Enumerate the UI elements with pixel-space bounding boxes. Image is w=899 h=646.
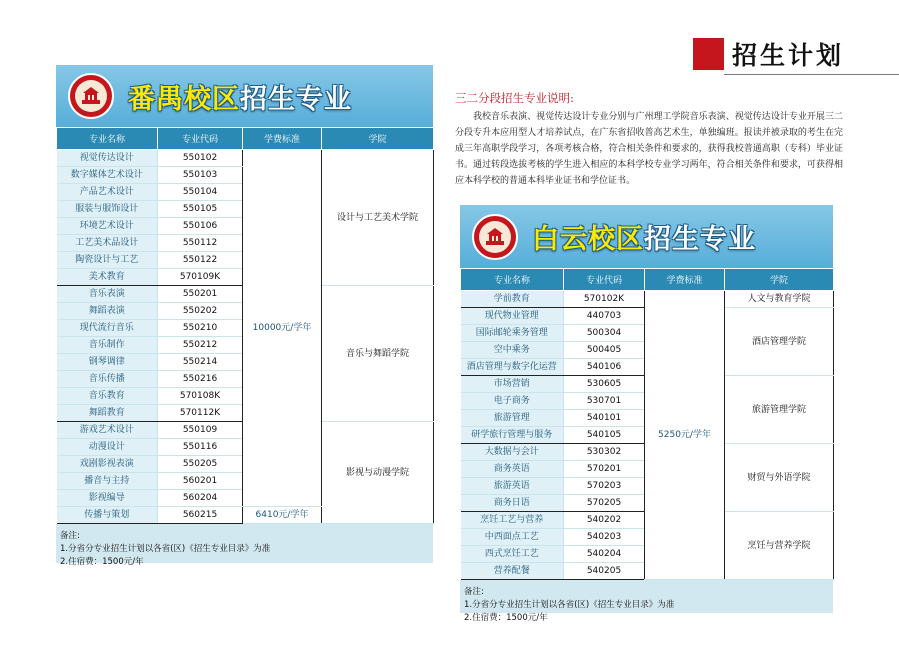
header-college: 学院 bbox=[322, 128, 434, 150]
major-name: 商务日语 bbox=[461, 495, 564, 512]
major-code: 550216 bbox=[158, 371, 243, 388]
header-fee: 学费标准 bbox=[243, 128, 322, 150]
fee-standard: 5250元/学年 bbox=[645, 291, 725, 580]
major-code: 530605 bbox=[564, 376, 645, 393]
major-name: 游戏艺术设计 bbox=[57, 422, 158, 439]
major-name: 国际邮轮乘务管理 bbox=[461, 325, 564, 342]
major-code: 550116 bbox=[158, 439, 243, 456]
school-emblem-icon bbox=[68, 73, 114, 119]
major-name: 视觉传达设计 bbox=[57, 150, 158, 167]
major-name: 空中乘务 bbox=[461, 342, 564, 359]
major-code: 550122 bbox=[158, 252, 243, 269]
major-name: 旅游英语 bbox=[461, 478, 564, 495]
major-code: 570205 bbox=[564, 495, 645, 512]
title-underline bbox=[724, 74, 899, 75]
major-code: 560215 bbox=[158, 507, 243, 524]
major-name: 陶瓷设计与工艺 bbox=[57, 252, 158, 269]
baiyun-banner-title bbox=[532, 217, 756, 256]
header-major-code: 专业代码 bbox=[158, 128, 243, 150]
baiyun-panel bbox=[460, 205, 833, 623]
college-name: 烹饪与营养学院 bbox=[725, 512, 834, 580]
major-name: 产品艺术设计 bbox=[57, 184, 158, 201]
major-code: 550112 bbox=[158, 235, 243, 252]
major-code: 550201 bbox=[158, 286, 243, 303]
major-code: 500405 bbox=[564, 342, 645, 359]
major-code: 530302 bbox=[564, 444, 645, 461]
baiyun-notes bbox=[460, 580, 833, 625]
major-code: 540202 bbox=[564, 512, 645, 529]
header-college: 学院 bbox=[725, 269, 834, 291]
major-name: 舞蹈教育 bbox=[57, 405, 158, 422]
major-code: 550103 bbox=[158, 167, 243, 184]
panyu-note-1: 1.分省分专业招生计划以各省(区)《招生专业目录》为准 bbox=[60, 544, 271, 554]
panyu-table bbox=[56, 127, 434, 524]
major-name: 舞蹈表演 bbox=[57, 303, 158, 320]
explanation-body: 我校音乐表演、视觉传达设计专业分别与广州理工学院音乐表演、视觉传达设计专业开展三二分段专升本应用型人才培养试点，在广东省招收普高艺术生，单独编班。报读并被录取的考生在完成三年高职学段学习，各项考核合格，符合相关条件和要求的，获得我校普通高职（专科）毕业证书。通过转段选拔考核的学生进入相应的本科学校专业学习两年，符合相关条件和要求，可获得相应本科学校的普通本科毕业证书和学位证书。 bbox=[455, 112, 843, 186]
major-code: 540205 bbox=[564, 563, 645, 580]
fee-standard: 10000元/学年 bbox=[243, 150, 322, 507]
major-code: 550109 bbox=[158, 422, 243, 439]
major-name: 音乐教育 bbox=[57, 388, 158, 405]
major-code: 550205 bbox=[158, 456, 243, 473]
major-code: 570109K bbox=[158, 269, 243, 286]
major-name: 现代物业管理 bbox=[461, 308, 564, 325]
baiyun-banner bbox=[460, 205, 833, 268]
college-name: 影视与动漫学院 bbox=[322, 422, 434, 524]
baiyun-campus-name: 白云校区 bbox=[532, 224, 644, 255]
major-code: 570108K bbox=[158, 388, 243, 405]
major-name: 西式烹饪工艺 bbox=[461, 546, 564, 563]
panyu-panel bbox=[56, 65, 433, 567]
header-fee: 学费标准 bbox=[645, 269, 725, 291]
major-code: 570203 bbox=[564, 478, 645, 495]
major-code: 550214 bbox=[158, 354, 243, 371]
school-emblem-icon bbox=[472, 214, 518, 260]
page-title-text: 招生计划 bbox=[732, 41, 845, 70]
major-name: 环境艺术设计 bbox=[57, 218, 158, 235]
major-name: 影视编导 bbox=[57, 490, 158, 507]
major-code: 540203 bbox=[564, 529, 645, 546]
major-code: 570201 bbox=[564, 461, 645, 478]
major-name: 动漫设计 bbox=[57, 439, 158, 456]
major-name: 传播与策划 bbox=[57, 507, 158, 524]
major-code: 570102K bbox=[564, 291, 645, 308]
major-name: 营养配餐 bbox=[461, 563, 564, 580]
major-name: 旅游管理 bbox=[461, 410, 564, 427]
major-code: 550105 bbox=[158, 201, 243, 218]
panyu-note-2: 2.住宿费：1500元/年 bbox=[60, 557, 144, 567]
baiyun-note-1: 1.分省分专业招生计划以各省(区)《招生专业目录》为准 bbox=[464, 600, 675, 610]
major-code: 540204 bbox=[564, 546, 645, 563]
college-name: 音乐与舞蹈学院 bbox=[322, 286, 434, 422]
major-name: 音乐表演 bbox=[57, 286, 158, 303]
explanation-title: 三二分段招生专业说明: bbox=[455, 91, 574, 105]
baiyun-table bbox=[460, 268, 834, 580]
major-name: 学前教育 bbox=[461, 291, 564, 308]
panyu-campus-name: 番禺校区 bbox=[128, 83, 240, 115]
major-code: 530701 bbox=[564, 393, 645, 410]
major-code: 560204 bbox=[158, 490, 243, 507]
major-name: 市场营销 bbox=[461, 376, 564, 393]
major-name: 电子商务 bbox=[461, 393, 564, 410]
panyu-banner bbox=[56, 65, 433, 127]
college-name: 酒店管理学院 bbox=[725, 308, 834, 376]
major-name: 戏剧影视表演 bbox=[57, 456, 158, 473]
table-row bbox=[57, 150, 434, 167]
panyu-banner-title bbox=[128, 77, 352, 116]
major-code: 550212 bbox=[158, 337, 243, 354]
major-code: 550104 bbox=[158, 184, 243, 201]
major-code: 550202 bbox=[158, 303, 243, 320]
major-name: 音乐传播 bbox=[57, 371, 158, 388]
college-name: 旅游管理学院 bbox=[725, 376, 834, 444]
baiyun-notes-title: 备注: bbox=[464, 587, 484, 597]
major-name: 工艺美术品设计 bbox=[57, 235, 158, 252]
major-name: 服装与服饰设计 bbox=[57, 201, 158, 218]
panyu-banner-suffix: 招生专业 bbox=[240, 83, 352, 115]
major-name: 酒店管理与数字化运营 bbox=[461, 359, 564, 376]
panyu-table-body bbox=[57, 150, 434, 524]
header-major-code: 专业代码 bbox=[564, 269, 645, 291]
major-name: 大数据与会计 bbox=[461, 444, 564, 461]
baiyun-table-body bbox=[461, 291, 834, 580]
major-code: 550106 bbox=[158, 218, 243, 235]
major-name: 音乐制作 bbox=[57, 337, 158, 354]
baiyun-note-2: 2.住宿费：1500元/年 bbox=[464, 613, 548, 623]
title-red-square bbox=[693, 38, 724, 70]
major-name: 研学旅行管理与服务 bbox=[461, 427, 564, 444]
major-name: 中西面点工艺 bbox=[461, 529, 564, 546]
major-code: 560201 bbox=[158, 473, 243, 490]
major-code: 440703 bbox=[564, 308, 645, 325]
explanation-block bbox=[455, 90, 843, 189]
college-name: 人文与教育学院 bbox=[725, 291, 834, 308]
major-name: 烹饪工艺与营养 bbox=[461, 512, 564, 529]
major-name: 钢琴调律 bbox=[57, 354, 158, 371]
panyu-table-header bbox=[57, 128, 434, 150]
major-code: 540101 bbox=[564, 410, 645, 427]
header-major-name: 专业名称 bbox=[461, 269, 564, 291]
page-title bbox=[693, 36, 844, 72]
header-major-name: 专业名称 bbox=[57, 128, 158, 150]
major-name: 现代流行音乐 bbox=[57, 320, 158, 337]
panyu-notes bbox=[56, 524, 433, 569]
table-row bbox=[461, 291, 834, 308]
major-name: 数字媒体艺术设计 bbox=[57, 167, 158, 184]
college-name: 财贸与外语学院 bbox=[725, 444, 834, 512]
baiyun-table-header bbox=[461, 269, 834, 291]
major-code: 500304 bbox=[564, 325, 645, 342]
fee-standard-last: 6410元/学年 bbox=[243, 507, 322, 524]
baiyun-banner-suffix: 招生专业 bbox=[644, 224, 756, 255]
major-code: 540106 bbox=[564, 359, 645, 376]
major-name: 美术教育 bbox=[57, 269, 158, 286]
major-name: 播音与主持 bbox=[57, 473, 158, 490]
major-code: 550102 bbox=[158, 150, 243, 167]
major-name: 商务英语 bbox=[461, 461, 564, 478]
panyu-notes-title: 备注: bbox=[60, 531, 80, 541]
major-code: 550210 bbox=[158, 320, 243, 337]
major-code: 540105 bbox=[564, 427, 645, 444]
college-name: 设计与工艺美术学院 bbox=[322, 150, 434, 286]
major-code: 570112K bbox=[158, 405, 243, 422]
